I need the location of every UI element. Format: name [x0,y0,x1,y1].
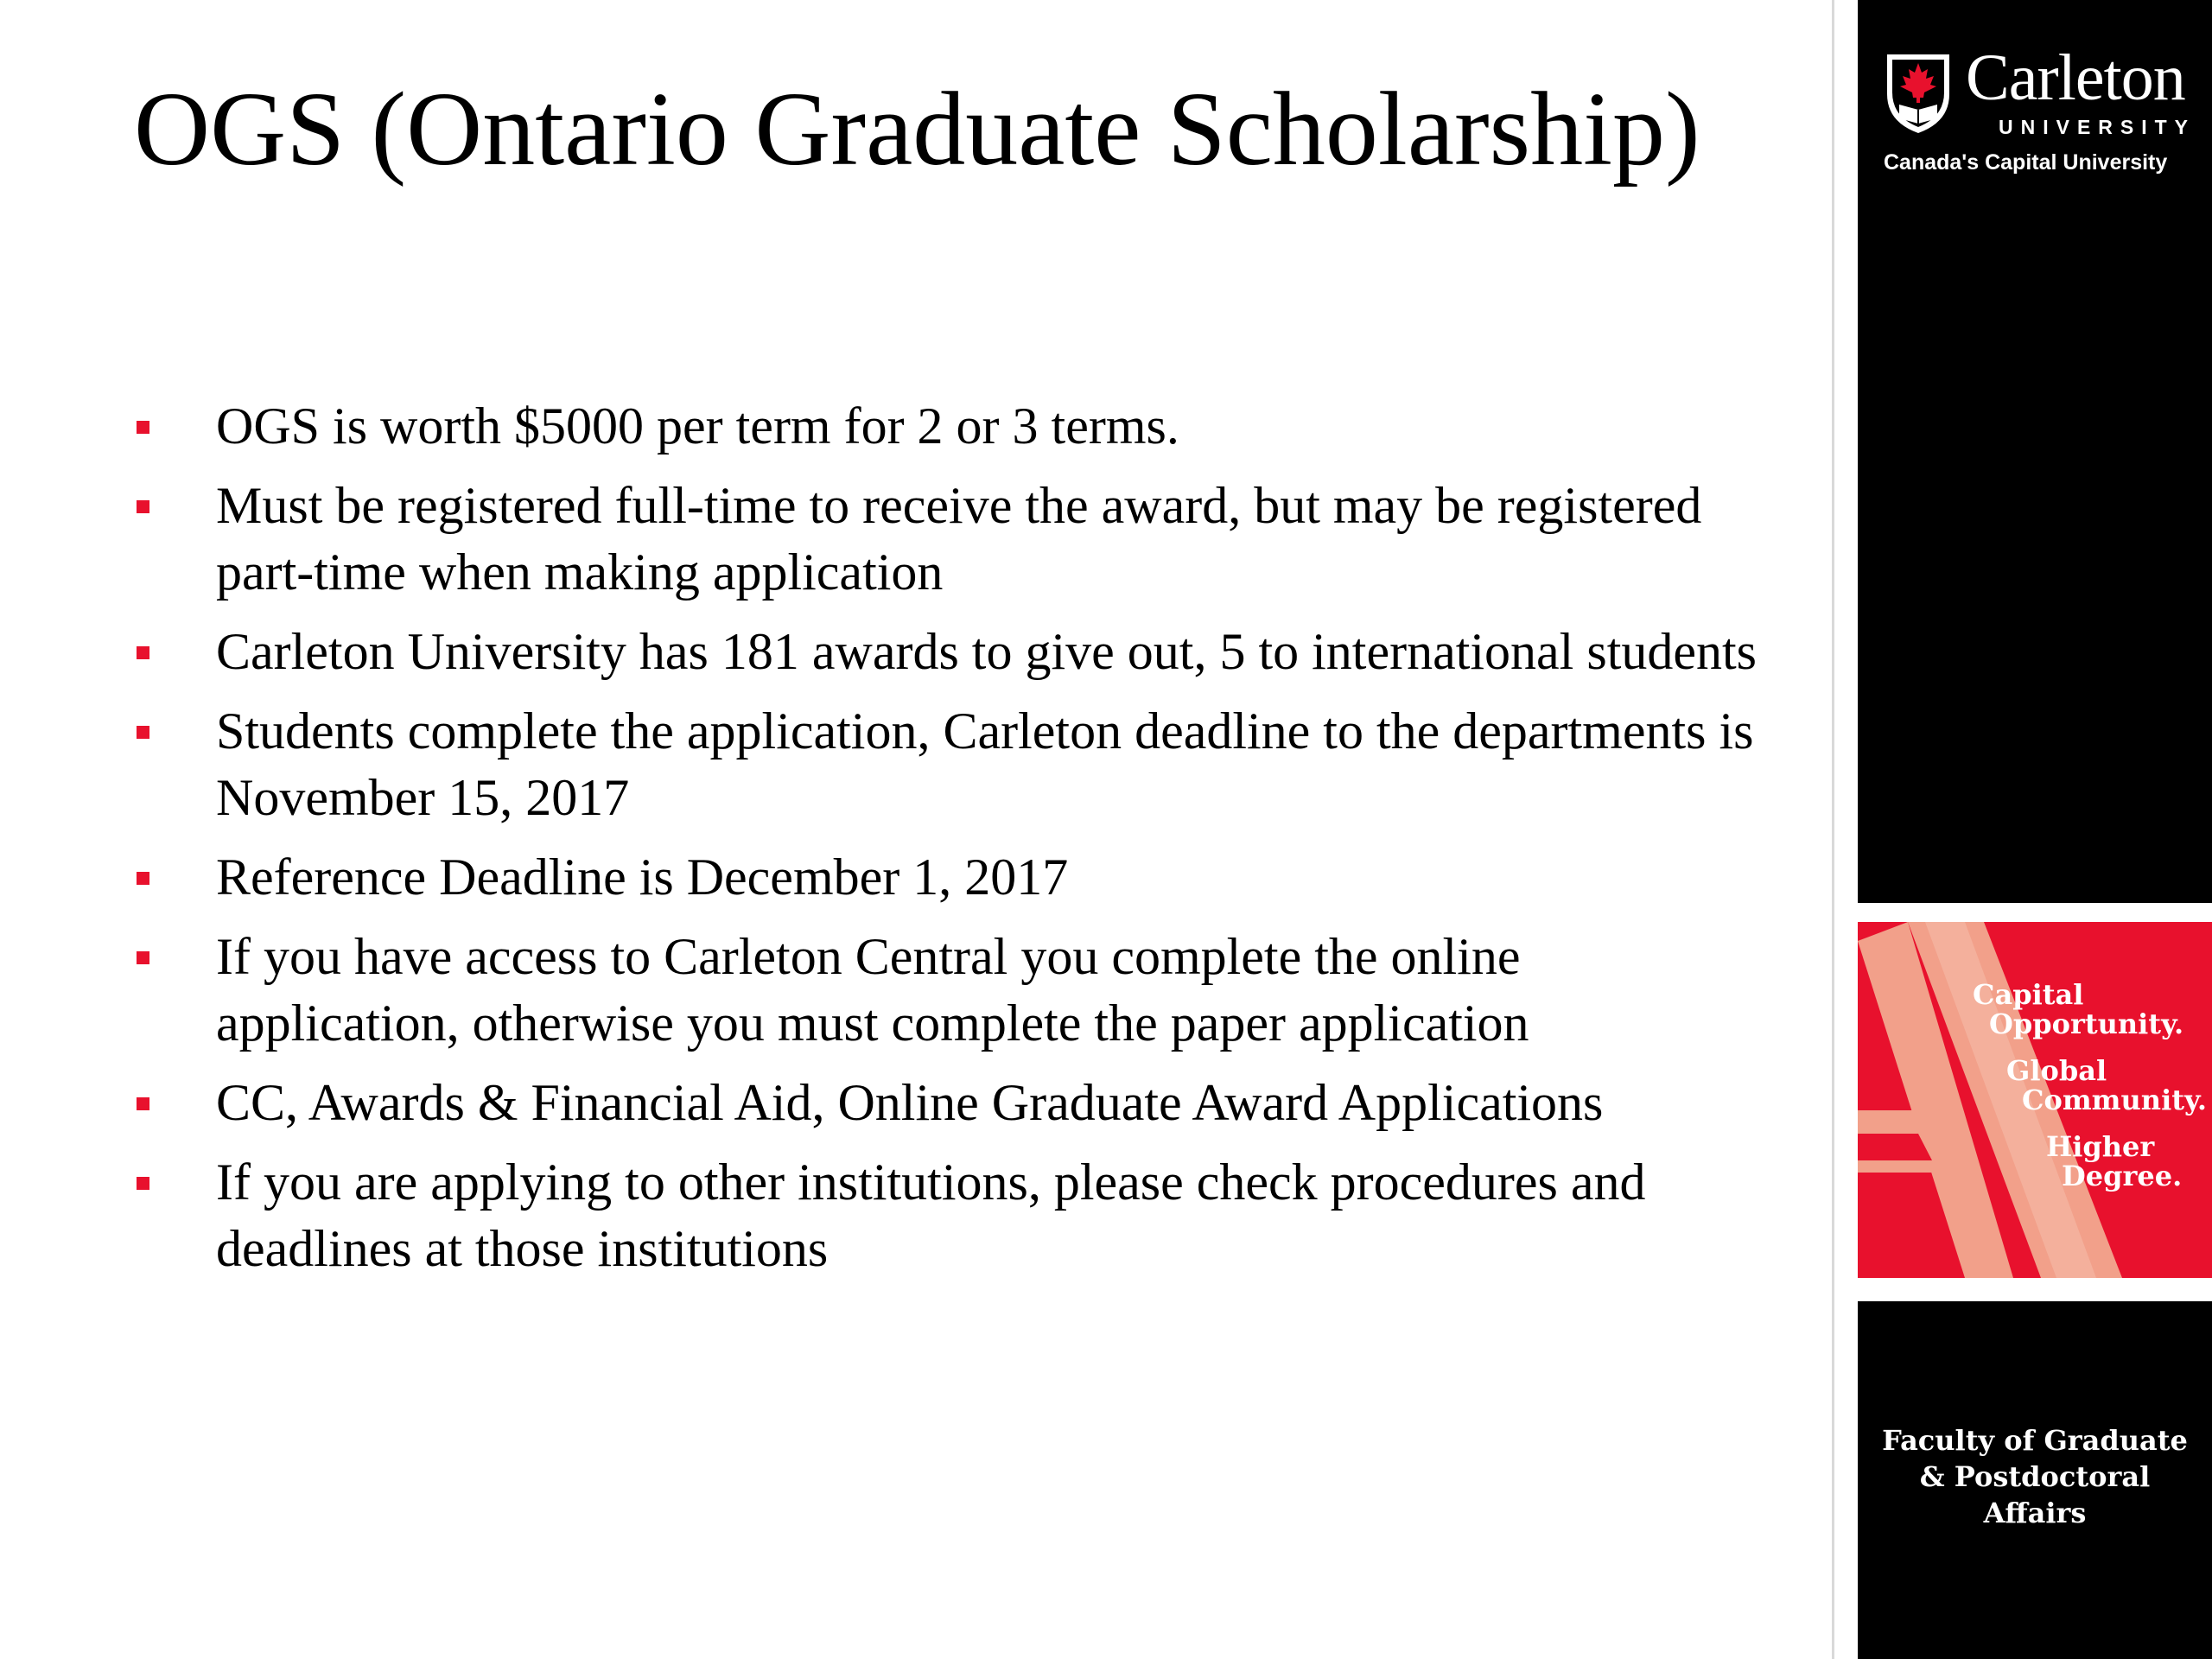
square-bullet-icon [137,1177,149,1190]
bullet-item [130,924,1771,1057]
logo-tagline: Canada's Capital University [1884,150,2168,175]
bullet-item [130,844,1771,911]
bullet-list [130,393,1771,1295]
sidebar-motto-panel [1858,922,2212,1278]
university-label: UNIVERSITY [1999,116,2196,138]
motto-line: Opportunity. [1989,1007,2184,1040]
sidebar-faculty-panel [1858,1301,2212,1659]
faculty-line: Faculty of Graduate [1882,1424,2188,1457]
bullet-item [130,619,1771,685]
bullet-text: Reference Deadline is December 1, 2017 [216,849,1069,906]
bullet-text: Must be registered full-time to receive the award, but may be registered part-time when making application [216,477,1702,601]
crest-icon [1884,49,1953,136]
sidebar-gap [1858,1278,2212,1301]
motto-line: Global [2006,1054,2107,1087]
faculty-name [1858,1422,2212,1531]
bullet-text: CC, Awards & Financial Aid, Online Graduate Award Applications [216,1074,1604,1131]
bullet-item [130,1149,1771,1282]
motto-line: Higher [2046,1130,2155,1163]
faculty-line: & Postdoctoral [1919,1460,2151,1493]
bullet-text: If you are applying to other institutions, please check procedures and deadlines at those institutions [216,1154,1646,1277]
square-bullet-icon [137,500,149,513]
bullet-item [130,473,1771,606]
bullet-text: Students complete the application, Carleton deadline to the departments is November 15, 2017 [216,702,1754,826]
bullet-text: Carleton University has 181 awards to give out, 5 to international students [216,623,1758,680]
bullet-text: OGS is worth $5000 per term for 2 or 3 terms. [216,397,1179,454]
faculty-line: Affairs [1983,1497,2087,1529]
square-bullet-icon [137,726,149,739]
sidebar-logo-panel [1858,0,2212,903]
square-bullet-icon [137,646,149,659]
motto [1858,978,2212,1272]
square-bullet-icon [137,951,149,964]
motto-line: Degree. [2062,1160,2183,1192]
sidebar-divider [1832,0,1834,1659]
carleton-wordmark: Carleton [1966,41,2185,114]
bullet-text: If you have access to Carleton Central you complete the online application, otherwise you must complete the paper application [216,928,1529,1052]
slide-title: OGS (Ontario Graduate Scholarship) [134,71,1700,188]
square-bullet-icon [137,872,149,885]
bullet-item [130,698,1771,831]
bullet-item [130,1070,1771,1136]
motto-line: Community. [2022,1084,2208,1116]
bullet-item [130,393,1771,460]
square-bullet-icon [137,1097,149,1110]
square-bullet-icon [137,421,149,434]
motto-line: Capital [1973,978,2084,1011]
